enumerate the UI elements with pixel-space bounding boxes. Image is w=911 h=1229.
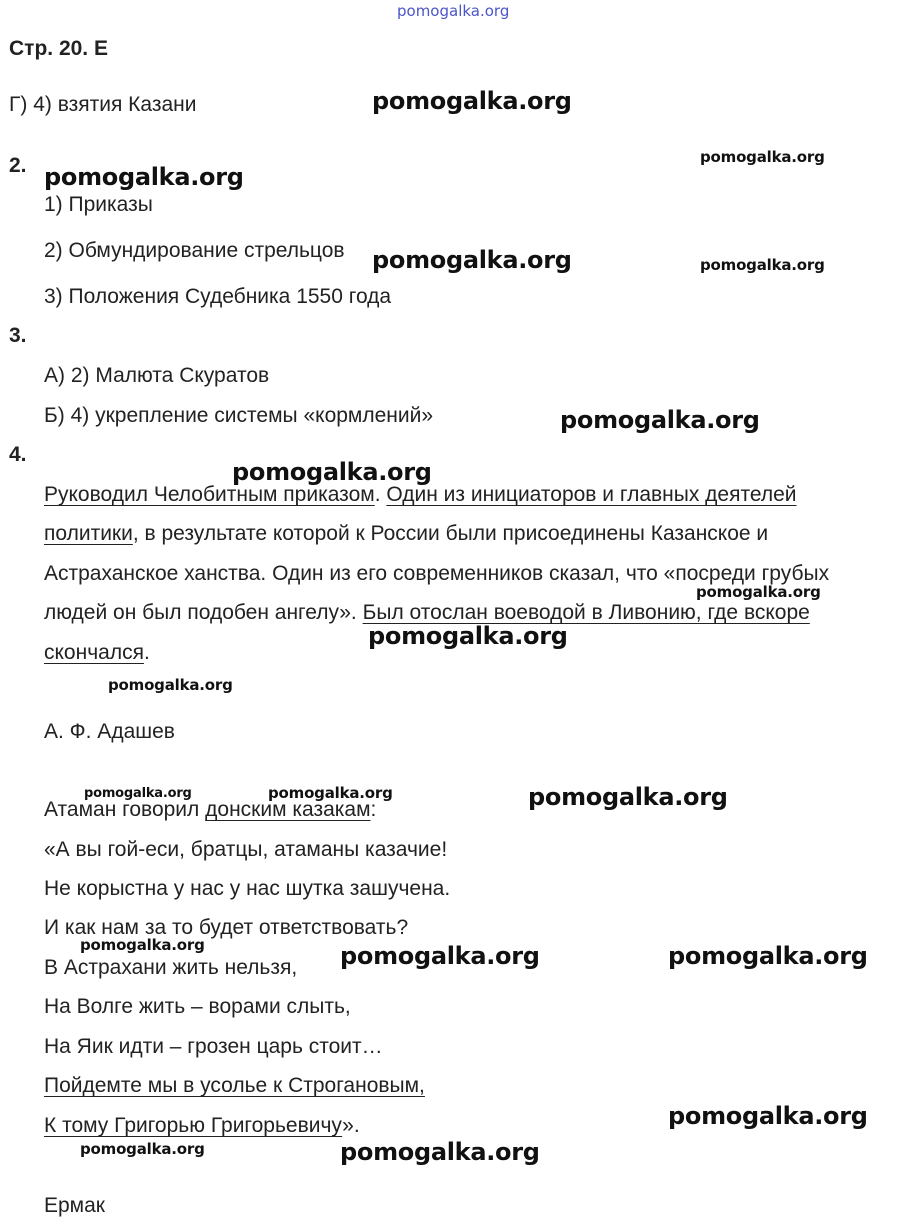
paragraph-line-2: политики, в результате которой к России были присоединены Казанское и bbox=[44, 522, 769, 545]
paragraph-line-5: скончался. bbox=[44, 641, 150, 664]
task3-number: 3. bbox=[9, 324, 27, 347]
watermark: pomogalka.org bbox=[668, 942, 868, 970]
underlined-phrase: К тому Григорью Григорьевичу bbox=[44, 1114, 343, 1137]
poem-line-7: На Яик идти – грозен царь стоит… bbox=[44, 1035, 383, 1058]
poem-line-9: К тому Григорью Григорьевичу». bbox=[44, 1114, 360, 1137]
underlined-phrase: Руководил Челобитным приказом bbox=[44, 483, 375, 506]
task3-item-b: Б) 4) укрепление системы «кормлений» bbox=[44, 404, 434, 427]
paragraph-line-3: Астраханское ханства. Один из его современников сказал, что «посреди грубых bbox=[44, 562, 830, 585]
watermark: pomogalka.org bbox=[696, 583, 821, 601]
poem-line-2: «А вы гой-еси, братцы, атаманы казачие! bbox=[44, 838, 448, 861]
watermark: pomogalka.org bbox=[268, 784, 393, 802]
task4-number: 4. bbox=[9, 443, 27, 466]
watermark: pomogalka.org bbox=[368, 622, 568, 650]
task2-item-3: 3) Положения Судебника 1550 года bbox=[44, 285, 392, 308]
poem-line-3: Не корыстна у нас у нас шутка зашучена. bbox=[44, 877, 451, 900]
poem-line-6: На Волге жить – ворами слыть, bbox=[44, 995, 351, 1018]
underlined-phrase: Пойдемте мы в усолье к Строгановым, bbox=[44, 1074, 425, 1097]
task3-item-a: А) 2) Малюта Скуратов bbox=[44, 364, 270, 387]
watermark: pomogalka.org bbox=[668, 1102, 868, 1130]
poem-line-8 bbox=[44, 1074, 425, 1098]
underlined-phrase: Был отослан воеводой в Ливонию, где вскоре bbox=[362, 601, 810, 624]
paragraph-line-4: людей он был подобен ангелу». Был отослан воеводой в Ливонию, где вскоре bbox=[44, 601, 810, 624]
task2-item-1: 1) Приказы bbox=[44, 193, 153, 216]
watermark: pomogalka.org bbox=[372, 87, 572, 115]
watermark: pomogalka.org bbox=[80, 1140, 205, 1158]
poem-line-4: И как нам за то будет ответствовать? bbox=[44, 916, 409, 939]
watermark: pomogalka.org bbox=[340, 942, 540, 970]
watermark: pomogalka.org bbox=[528, 783, 728, 811]
underlined-phrase: скончался bbox=[44, 641, 144, 664]
underlined-phrase: донским казакам bbox=[205, 798, 371, 821]
underlined-phrase: Один из инициаторов и главных деятелей bbox=[386, 483, 797, 506]
watermark: pomogalka.org bbox=[232, 458, 432, 486]
page-title: Стр. 20. Е bbox=[9, 37, 108, 60]
watermark: pomogalka.org bbox=[560, 406, 760, 434]
watermark: pomogalka.org bbox=[340, 1138, 540, 1166]
paragraph-line-1: Руководил Челобитным приказом. Один из инициаторов и главных деятелей bbox=[44, 483, 797, 506]
poem-line-1: Атаман говорил донским казакам: bbox=[44, 798, 377, 821]
answer-adashev: А. Ф. Адашев bbox=[44, 720, 175, 743]
watermark: pomogalka.org bbox=[108, 676, 233, 694]
watermark: pomogalka.org bbox=[84, 786, 192, 801]
top-watermark: pomogalka.org bbox=[397, 2, 510, 20]
task2-item-2: 2) Обмундирование стрельцов bbox=[44, 239, 345, 262]
watermark: pomogalka.org bbox=[44, 163, 244, 191]
underlined-phrase: политики bbox=[44, 522, 133, 545]
answer-ermak: Ермак bbox=[44, 1194, 105, 1217]
task1-answer: Г) 4) взятия Казани bbox=[9, 93, 197, 116]
watermark: pomogalka.org bbox=[700, 148, 825, 166]
poem-line-5: В Астрахани жить нельзя, bbox=[44, 956, 298, 979]
watermark: pomogalka.org bbox=[80, 936, 205, 954]
watermark: pomogalka.org bbox=[372, 246, 572, 274]
task2-number: 2. bbox=[9, 154, 27, 177]
watermark: pomogalka.org bbox=[700, 256, 825, 274]
